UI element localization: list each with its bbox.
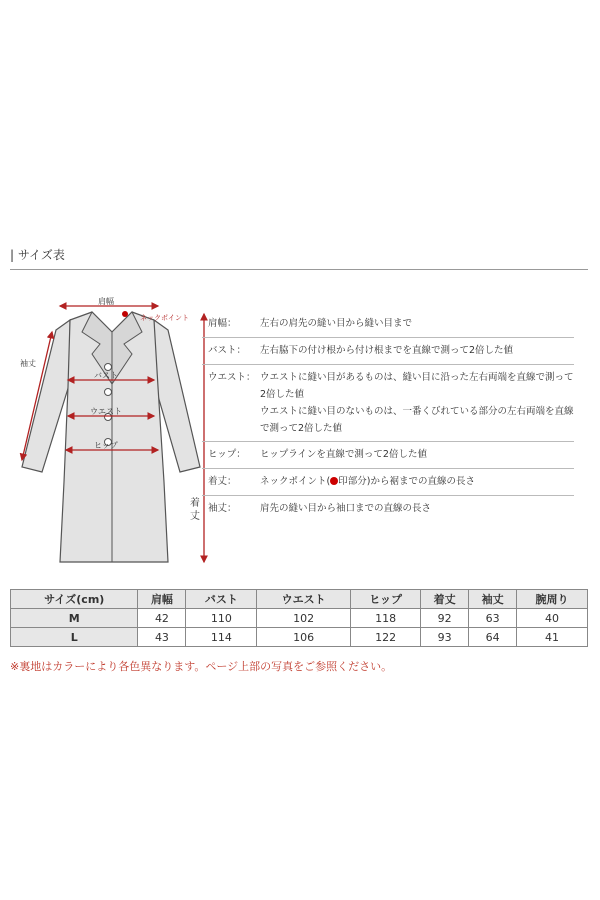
header-cell: 肩幅 bbox=[138, 590, 186, 609]
value-cell: 43 bbox=[138, 628, 186, 647]
value-cell: 64 bbox=[469, 628, 517, 647]
title-divider bbox=[10, 269, 588, 270]
legend-row-bust bbox=[202, 338, 574, 365]
legend-desc: ウエストに縫い目があるものは、縫い目に沿った左右両端を直線で測って2倍した値 bbox=[260, 372, 574, 400]
button-icon bbox=[105, 364, 112, 371]
legend-label: 着丈： bbox=[208, 476, 237, 487]
shoulder-label: 肩幅 bbox=[98, 297, 114, 306]
size-table bbox=[10, 589, 588, 647]
header-cell: 着丈 bbox=[421, 590, 469, 609]
legend-label: 袖丈： bbox=[208, 503, 237, 514]
value-cell: 42 bbox=[138, 609, 186, 628]
legend-row-shoulder bbox=[202, 310, 574, 338]
legend-desc: ウエストに縫い目のないものは、一番くびれている部分の左右両端を直線で測って2倍した値 bbox=[260, 406, 574, 434]
legend-row-waist bbox=[202, 365, 574, 442]
legend-label: バスト： bbox=[208, 345, 247, 356]
value-cell: 122 bbox=[351, 628, 421, 647]
header-cell: 腕周り bbox=[517, 590, 588, 609]
value-cell: 118 bbox=[351, 609, 421, 628]
neckpoint-label: ネックポイント bbox=[140, 315, 189, 322]
size-cell: M bbox=[11, 609, 138, 628]
value-cell: 114 bbox=[186, 628, 257, 647]
left-sleeve-shape bbox=[22, 320, 70, 472]
button-icon bbox=[105, 389, 112, 396]
legend-desc-mid: 印部分 bbox=[338, 476, 367, 487]
section-title: | サイズ表 bbox=[10, 248, 65, 262]
legend-desc-post: )から裾までの直線の長さ bbox=[366, 476, 475, 487]
header-cell: ウエスト bbox=[257, 590, 351, 609]
neckpoint-marker bbox=[122, 311, 128, 317]
legend-label: ヒップ： bbox=[208, 449, 246, 460]
size-cell: L bbox=[11, 628, 138, 647]
bust-label: バスト bbox=[94, 371, 118, 380]
legend-desc: 肩先の縫い目から袖口までの直線の長さ bbox=[260, 503, 432, 514]
legend-label: ウエスト： bbox=[208, 372, 256, 383]
legend-desc: 左右の肩先の縫い目から縫い目まで bbox=[260, 318, 413, 329]
header-cell: 袖丈 bbox=[469, 590, 517, 609]
table-row bbox=[11, 609, 588, 628]
value-cell: 93 bbox=[421, 628, 469, 647]
hip-label: ヒップ bbox=[94, 441, 118, 450]
measurement-legend bbox=[202, 310, 574, 522]
waist-label: ウエスト bbox=[90, 407, 122, 416]
legend-desc-pre: ネックポイント( bbox=[260, 476, 331, 487]
header-cell: バスト bbox=[186, 590, 257, 609]
legend-row-hip bbox=[202, 442, 574, 469]
header-cell: ヒップ bbox=[351, 590, 421, 609]
legend-desc: ヒップラインを直線で測って2倍した値 bbox=[260, 449, 427, 460]
lining-note: ※裏地はカラーにより各色異なります。ページ上部の写真をご参照ください。 bbox=[10, 660, 393, 673]
value-cell: 106 bbox=[257, 628, 351, 647]
legend-label: 肩幅： bbox=[208, 318, 237, 329]
legend-desc: 左右脇下の付け根から付け根までを直線で測って2倍した値 bbox=[260, 345, 514, 356]
length-label-1: 着 bbox=[190, 498, 200, 509]
table-row bbox=[11, 628, 588, 647]
legend-row-sleeve bbox=[202, 496, 574, 522]
value-cell: 102 bbox=[257, 609, 351, 628]
legend-desc bbox=[260, 473, 574, 490]
value-cell: 110 bbox=[186, 609, 257, 628]
legend-row-length bbox=[202, 469, 574, 496]
value-cell: 41 bbox=[517, 628, 588, 647]
size-table-header bbox=[11, 590, 588, 609]
sleeve-label: 袖丈 bbox=[20, 359, 36, 368]
value-cell: 40 bbox=[517, 609, 588, 628]
length-label-2: 丈 bbox=[190, 511, 200, 522]
value-cell: 63 bbox=[469, 609, 517, 628]
value-cell: 92 bbox=[421, 609, 469, 628]
header-cell: サイズ(cm) bbox=[11, 590, 138, 609]
coat-measurement-diagram bbox=[8, 292, 213, 574]
